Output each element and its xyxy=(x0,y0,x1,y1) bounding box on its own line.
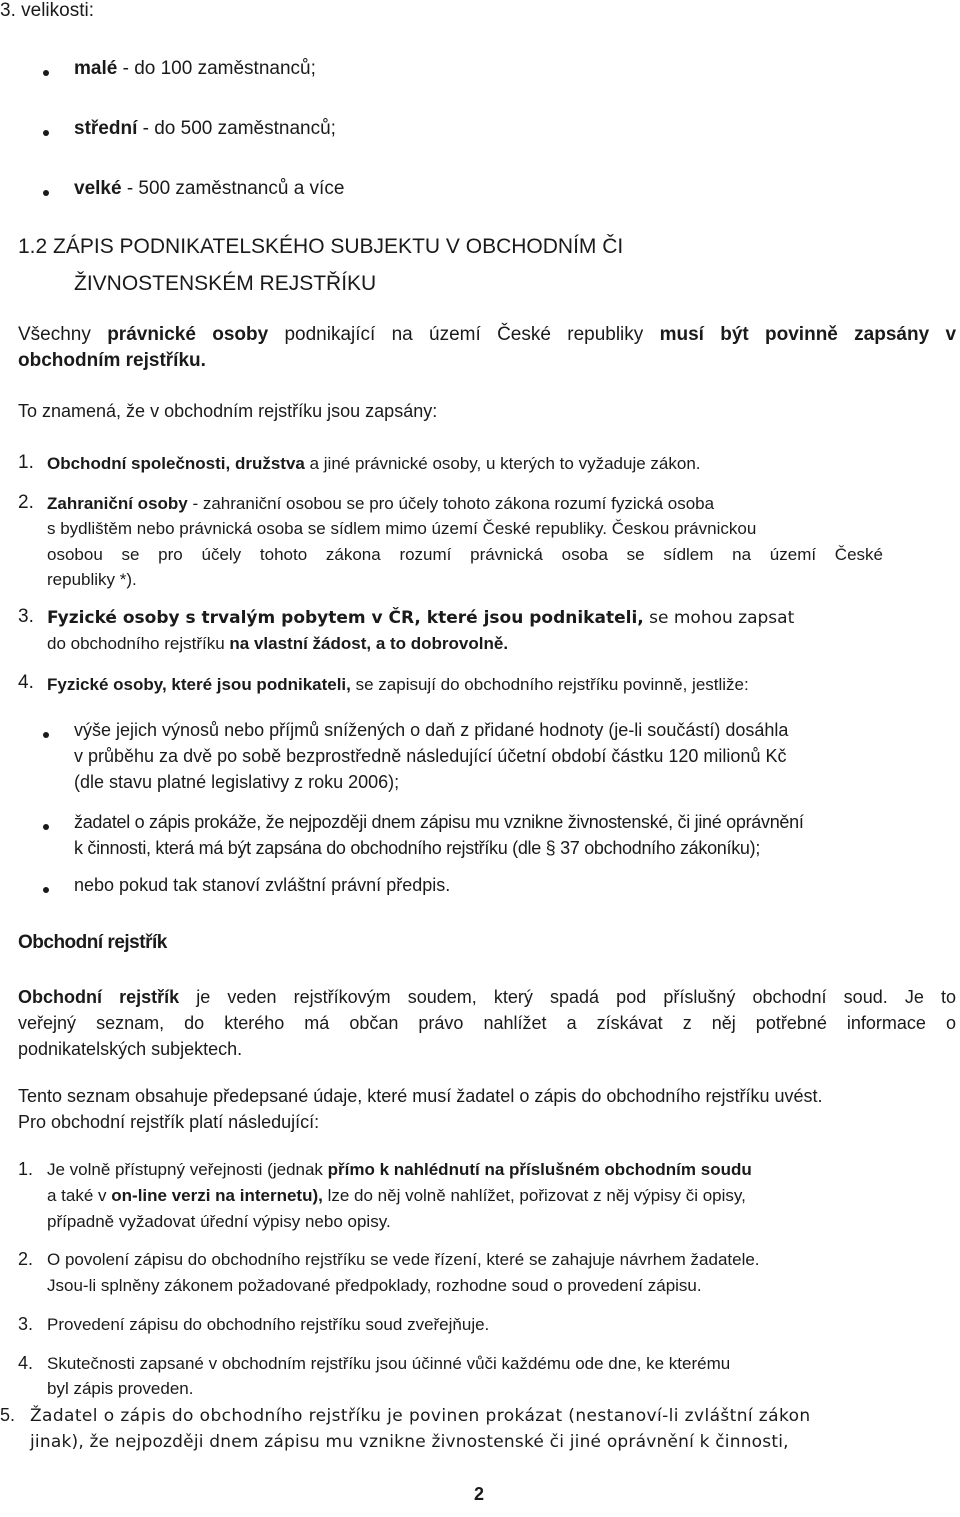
bullet-icon xyxy=(43,70,49,76)
item-2-line3: osobou se pro účely tohoto zákona rozumí právnická osoba se sídlem na území České xyxy=(47,545,883,564)
velikosti-heading: 3. velikosti: xyxy=(0,0,94,21)
point-1-line1: Je volně přístupný veřejnosti (jednak přímo k nahlédnutí na příslušném obchodním soudu xyxy=(47,1160,752,1179)
condition-2-line1: žadatel o zápis prokáže, že nejpozději dnem zápisu mu vznikne živnostenské, či jiné oprávnění xyxy=(74,812,804,832)
condition-2-line2: k činnosti, která má být zapsána do obchodního rejstříku (dle § 37 obchodního zákoníku); xyxy=(74,838,761,858)
item-1-number: 1. xyxy=(18,452,34,473)
item-2-number: 2. xyxy=(18,492,34,513)
point-2-number: 2. xyxy=(18,1249,34,1269)
point-3-line1: Provedení zápisu do obchodního rejstříku soud zveřejňuje. xyxy=(47,1315,490,1334)
section-title-line2: ŽIVNOSTENSKÉM REJSTŘÍKU xyxy=(74,272,377,295)
or-para-line3: podnikatelských subjektech. xyxy=(18,1039,243,1059)
item-1-text: Obchodní společnosti, družstva a jiné právnické osoby, u kterých to vyžaduje zákon. xyxy=(47,454,701,473)
point-2-line1: O povolení zápisu do obchodního rejstříku se vede řízení, které se zahajuje návrhem žadatele. xyxy=(47,1250,760,1269)
bullet-icon xyxy=(43,824,49,830)
item-2-line1: Zahraniční osoby - zahraniční osobou se pro účely tohoto zákona rozumí fyzická osoba xyxy=(47,494,715,513)
section-title-line1: 1.2 ZÁPIS PODNIKATELSKÉHO SUBJEKTU V OBCHODNÍM ČI xyxy=(18,235,624,258)
or-para-line2: veřejný seznam, do kterého má občan právo nahlížet a získávat z něj potřebné informace o xyxy=(18,1013,956,1033)
bullet-icon xyxy=(43,732,49,738)
condition-1-line3: (dle stavu platné legislativy z roku 2006); xyxy=(74,772,400,792)
intro-line2: obchodním rejstříku. xyxy=(18,350,206,371)
intro-line1: Všechny právnické osoby podnikající na území České republiky musí být povinně zapsány v xyxy=(18,324,957,345)
point-4-line2: byl zápis proveden. xyxy=(47,1379,194,1398)
seznam-line2: Pro obchodní rejstřík platí následující: xyxy=(18,1112,320,1132)
item-3-line2: do obchodního rejstříku na vlastní žádost, a to dobrovolně. xyxy=(47,634,509,653)
bullet-icon xyxy=(43,887,49,893)
obchodni-rejstrik-heading: Obchodní rejstřík xyxy=(18,932,167,953)
condition-1-line2: v průběhu za dvě po sobě bezprostředně následující účetní období částku 120 milionů Kč xyxy=(74,746,787,766)
seznam-line1: Tento seznam obsahuje předepsané údaje, které musí žadatel o zápis do obchodního rejstříku uvést. xyxy=(18,1086,823,1106)
page-number: 2 xyxy=(474,1484,485,1504)
condition-3: nebo pokud tak stanoví zvláštní právní předpis. xyxy=(74,875,451,895)
item-4-number: 4. xyxy=(18,672,34,693)
item-3-line1: Fyzické osoby s trvalým pobytem v ČR, které jsou podnikateli, se mohou zapsat xyxy=(47,608,795,628)
point-3-number: 3. xyxy=(18,1314,34,1334)
or-para-line1: Obchodní rejstřík je veden rejstříkovým soudem, který spadá pod příslušný obchodní soud. Je to xyxy=(18,987,956,1007)
point-1-line3: případně vyžadovat úřední výpisy nebo opisy. xyxy=(47,1212,391,1231)
item-2-line2: s bydlištěm nebo právnická osoba se sídlem mimo území České republiky. Českou právnickou xyxy=(47,519,757,538)
size-medium: střední - do 500 zaměstnanců; xyxy=(74,118,336,139)
point-1-line2: a také v on-line verzi na internetu), lze do něj volně nahlížet, pořizovat z něj výpisy či opisy, xyxy=(47,1186,746,1205)
point-4-line1: Skutečnosti zapsané v obchodním rejstříku jsou účinné vůči každému ode dne, ke kterému xyxy=(47,1354,731,1373)
point-2-line2: Jsou-li splněny zákonem požadované předpoklady, rozhodne soud o provedení zápisu. xyxy=(47,1276,702,1295)
item-4-text: Fyzické osoby, které jsou podnikateli, se zapisují do obchodního rejstříku povinně, jestliže: xyxy=(47,675,749,694)
point-5-line1: Žadatel o zápis do obchodního rejstříku je povinen prokázat (nestanoví-li zvláštní zákon xyxy=(30,1406,811,1426)
point-1-number: 1. xyxy=(18,1159,34,1179)
size-small: malé - do 100 zaměstnanců; xyxy=(74,58,316,79)
bullet-icon xyxy=(43,190,49,196)
point-5-number: 5. xyxy=(0,1405,16,1425)
point-4-number: 4. xyxy=(18,1353,34,1373)
condition-1-line1: výše jejich výnosů nebo příjmů snížených o daň z přidané hodnoty (je-li součástí) dosáhla xyxy=(74,720,789,740)
size-large: velké - 500 zaměstnanců a více xyxy=(74,178,345,199)
item-3-number: 3. xyxy=(18,606,34,627)
to-znamena: To znamená, že v obchodním rejstříku jsou zapsány: xyxy=(18,401,438,421)
bullet-icon xyxy=(43,130,49,136)
point-5-line2: jinak), že nejpozději dnem zápisu mu vznikne živnostenské či jiné oprávnění k činnosti, xyxy=(30,1432,789,1452)
item-2-line4: republiky *). xyxy=(47,570,137,589)
